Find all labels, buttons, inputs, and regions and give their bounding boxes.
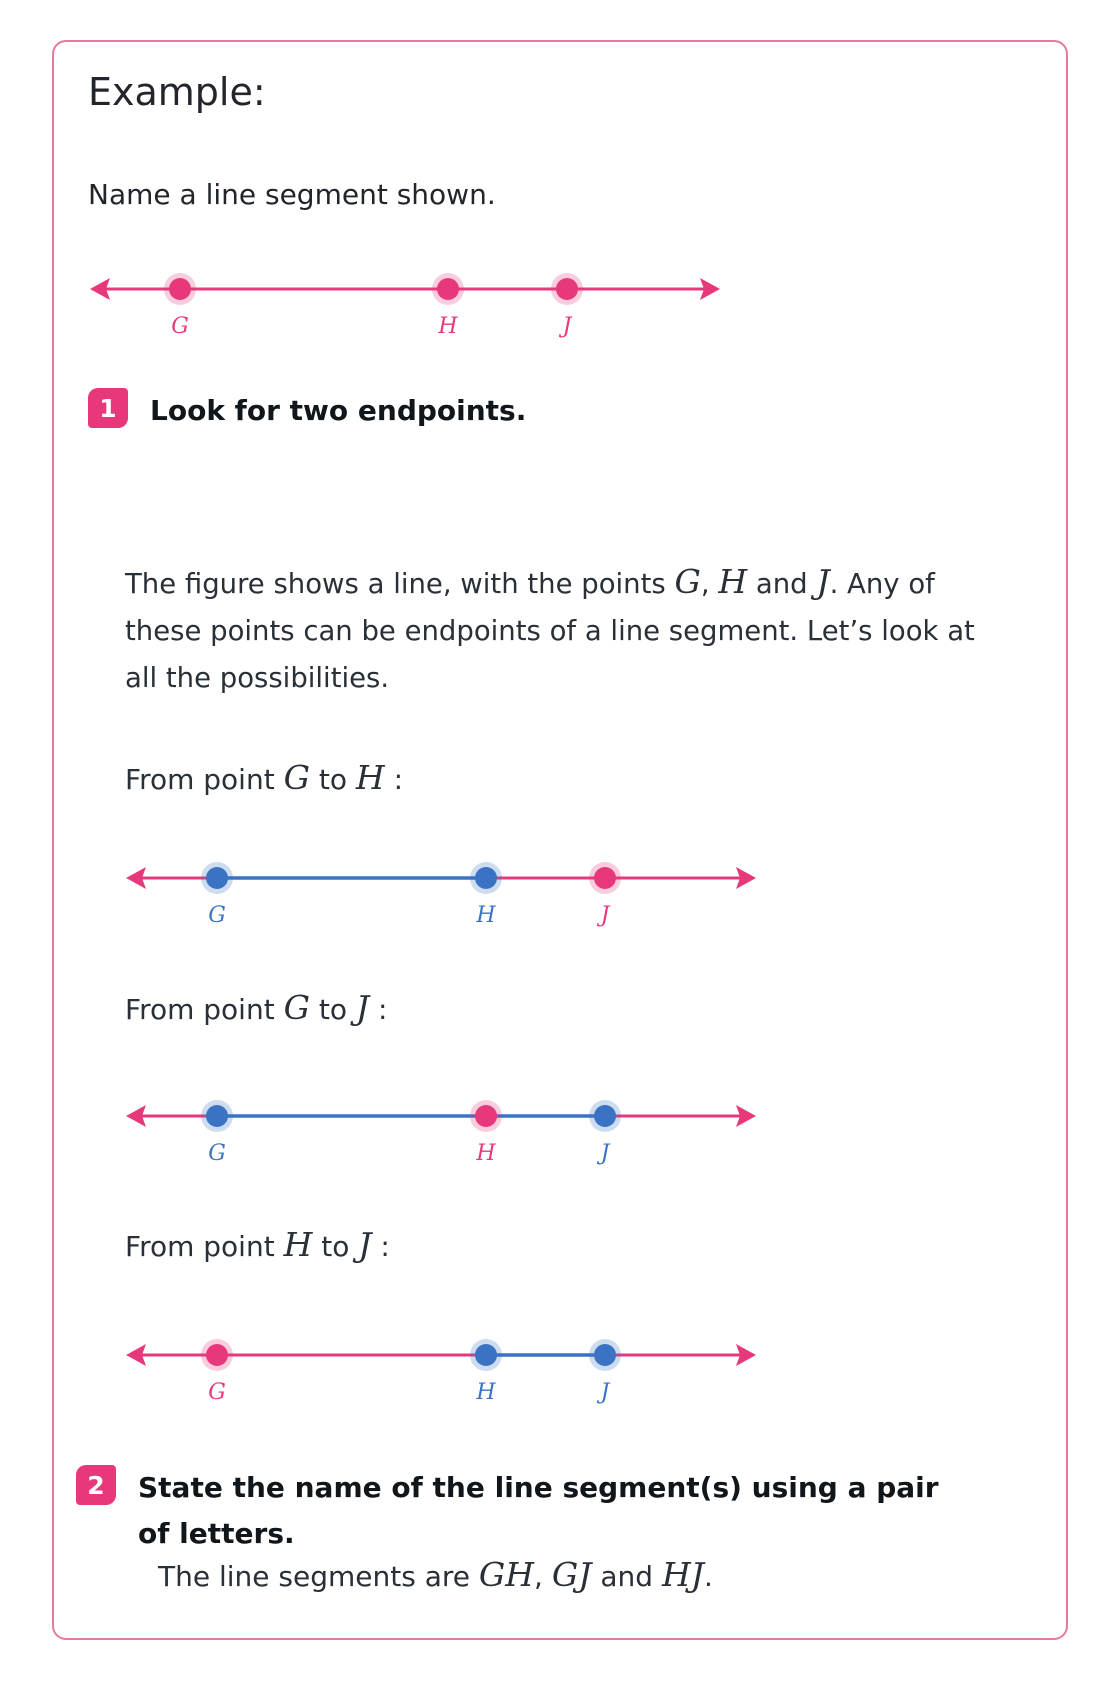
explanation-text-2: . Any of these points can be endpoints of a line segment. Let’s look at all the possibilities. <box>125 568 975 694</box>
point-label-h: H <box>476 1380 496 1405</box>
example-card <box>52 40 1068 1640</box>
point-label-h: H <box>476 1141 496 1166</box>
example-heading: Example: <box>88 70 266 114</box>
answer-segment-gj: GJ <box>551 1555 592 1594</box>
answer-segment-hj: HJ <box>661 1555 704 1594</box>
point-label-j: J <box>600 1141 610 1166</box>
math-j: J <box>816 562 830 601</box>
step-2-badge: 2 <box>76 1465 116 1505</box>
step-1-badge: 1 <box>88 388 128 428</box>
case-label-hj <box>125 1225 390 1264</box>
case-to: H <box>355 758 385 797</box>
point-label-g: G <box>208 903 226 928</box>
point-label-g: G <box>208 1380 226 1405</box>
point-label-h: H <box>476 903 496 928</box>
math-h: H <box>718 562 748 601</box>
step-2-title: State the name of the line segment(s) using a pair of letters. <box>138 1471 939 1550</box>
question-prompt: Name a line segment shown. <box>88 178 496 211</box>
case-from: H <box>283 1225 313 1264</box>
case-prefix: From point <box>125 1230 284 1263</box>
case-label-gj <box>125 988 387 1027</box>
point-label-j: J <box>600 903 610 928</box>
step-2 <box>76 1465 976 1557</box>
point-label-h: H <box>438 314 458 339</box>
answer-line <box>158 1555 713 1594</box>
answer-segment-gh: GH <box>478 1555 535 1594</box>
case-label-gh <box>125 758 403 797</box>
point-label-j: J <box>600 1380 610 1405</box>
explanation-paragraph <box>125 558 1005 702</box>
case-mid: to <box>312 1230 359 1263</box>
point-label-g: G <box>171 314 189 339</box>
case-prefix: From point <box>125 993 284 1026</box>
explanation-comma: , <box>700 568 719 600</box>
explanation-text-1: The figure shows a line, with the points <box>125 568 675 600</box>
explanation-and: and <box>747 568 817 600</box>
point-label-j: J <box>562 314 572 339</box>
case-to: J <box>355 988 370 1027</box>
case-suffix: : <box>369 993 388 1026</box>
answer-and: and <box>591 1560 662 1593</box>
case-to: J <box>358 1225 372 1264</box>
case-prefix: From point <box>125 763 284 796</box>
step-1 <box>88 388 988 434</box>
case-from: G <box>283 758 310 797</box>
step-1-title: Look for two endpoints. <box>150 394 527 427</box>
answer-comma: , <box>534 1560 552 1593</box>
case-suffix: : <box>371 1230 390 1263</box>
answer-prefix: The line segments are <box>158 1560 479 1593</box>
case-mid: to <box>309 993 356 1026</box>
case-from: G <box>283 988 310 1027</box>
case-suffix: : <box>384 763 404 796</box>
math-g: G <box>674 562 701 601</box>
answer-period: . <box>703 1560 713 1593</box>
point-label-g: G <box>208 1141 226 1166</box>
case-mid: to <box>309 763 356 796</box>
